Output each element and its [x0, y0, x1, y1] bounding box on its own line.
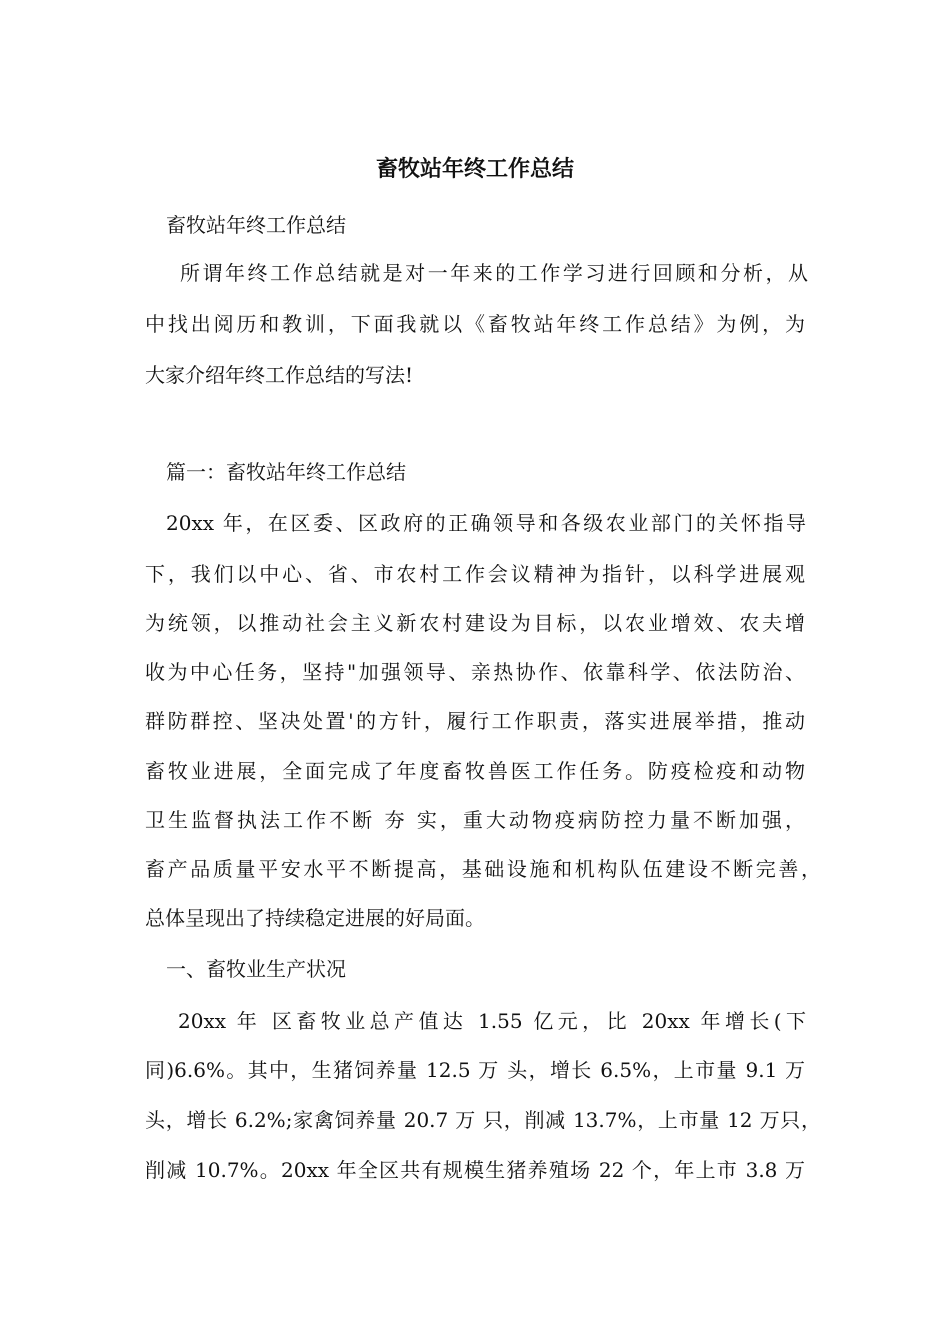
document-subtitle: 畜牧站年终工作总结: [166, 213, 346, 237]
paragraph-line: 削减 10.7%。20xx 年全区共有规模生猪养殖场 22 个，年上市 3.8 万: [145, 1158, 805, 1182]
intro-line: 所谓年终工作总结就是对一年来的工作学习进行回顾和分析，从: [180, 261, 808, 285]
paragraph-line: 卫生监督执法工作不断 夯 实，重大动物疫病防控力量不断加强，: [145, 808, 805, 832]
section-heading: 篇一：畜牧站年终工作总结: [166, 460, 406, 484]
paragraph-line: 畜牧业进展，全面完成了年度畜牧兽医工作任务。防疫检疫和动物: [145, 759, 805, 783]
paragraph-line: 20xx 年 区畜牧业总产值达 1.55 亿元，比 20xx 年增长(下: [178, 1009, 806, 1033]
intro-line: 大家介绍年终工作总结的写法!: [145, 363, 414, 387]
paragraph-line: 20xx 年，在区委、区政府的正确领导和各级农业部门的关怀指导: [166, 511, 806, 535]
paragraph-line: 头，增长 6.2%;家禽饲养量 20.7 万 只，削减 13.7%，上市量 12 万只，: [145, 1108, 821, 1132]
paragraph-line: 收为中心任务，坚持"加强领导、亲热协作、依靠科学、依法防治、: [145, 660, 805, 684]
paragraph-line: 为统领，以推动社会主义新农村建设为目标，以农业增效、农夫增: [145, 611, 805, 635]
paragraph-line: 同)6.6%。其中，生猪饲养量 12.5 万 头，增长 6.5%，上市量 9.1 万: [145, 1058, 805, 1082]
paragraph-line: 畜产品质量平安水平不断提高，基础设施和机构队伍建设不断完善，: [145, 857, 821, 881]
sub-heading: 一、畜牧业生产状况: [166, 957, 346, 981]
paragraph-line: 总体呈现出了持续稳定进展的好局面。: [145, 906, 485, 930]
paragraph-line: 下，我们以中心、省、市农村工作会议精神为指针，以科学进展观: [145, 562, 805, 586]
document-title: 畜牧站年终工作总结: [375, 157, 574, 182]
intro-line: 中找出阅历和教训，下面我就以《畜牧站年终工作总结》为例，为: [145, 312, 805, 336]
paragraph-line: 群防群控、坚决处置'的方针，履行工作职责，落实进展举措，推动: [145, 709, 805, 733]
